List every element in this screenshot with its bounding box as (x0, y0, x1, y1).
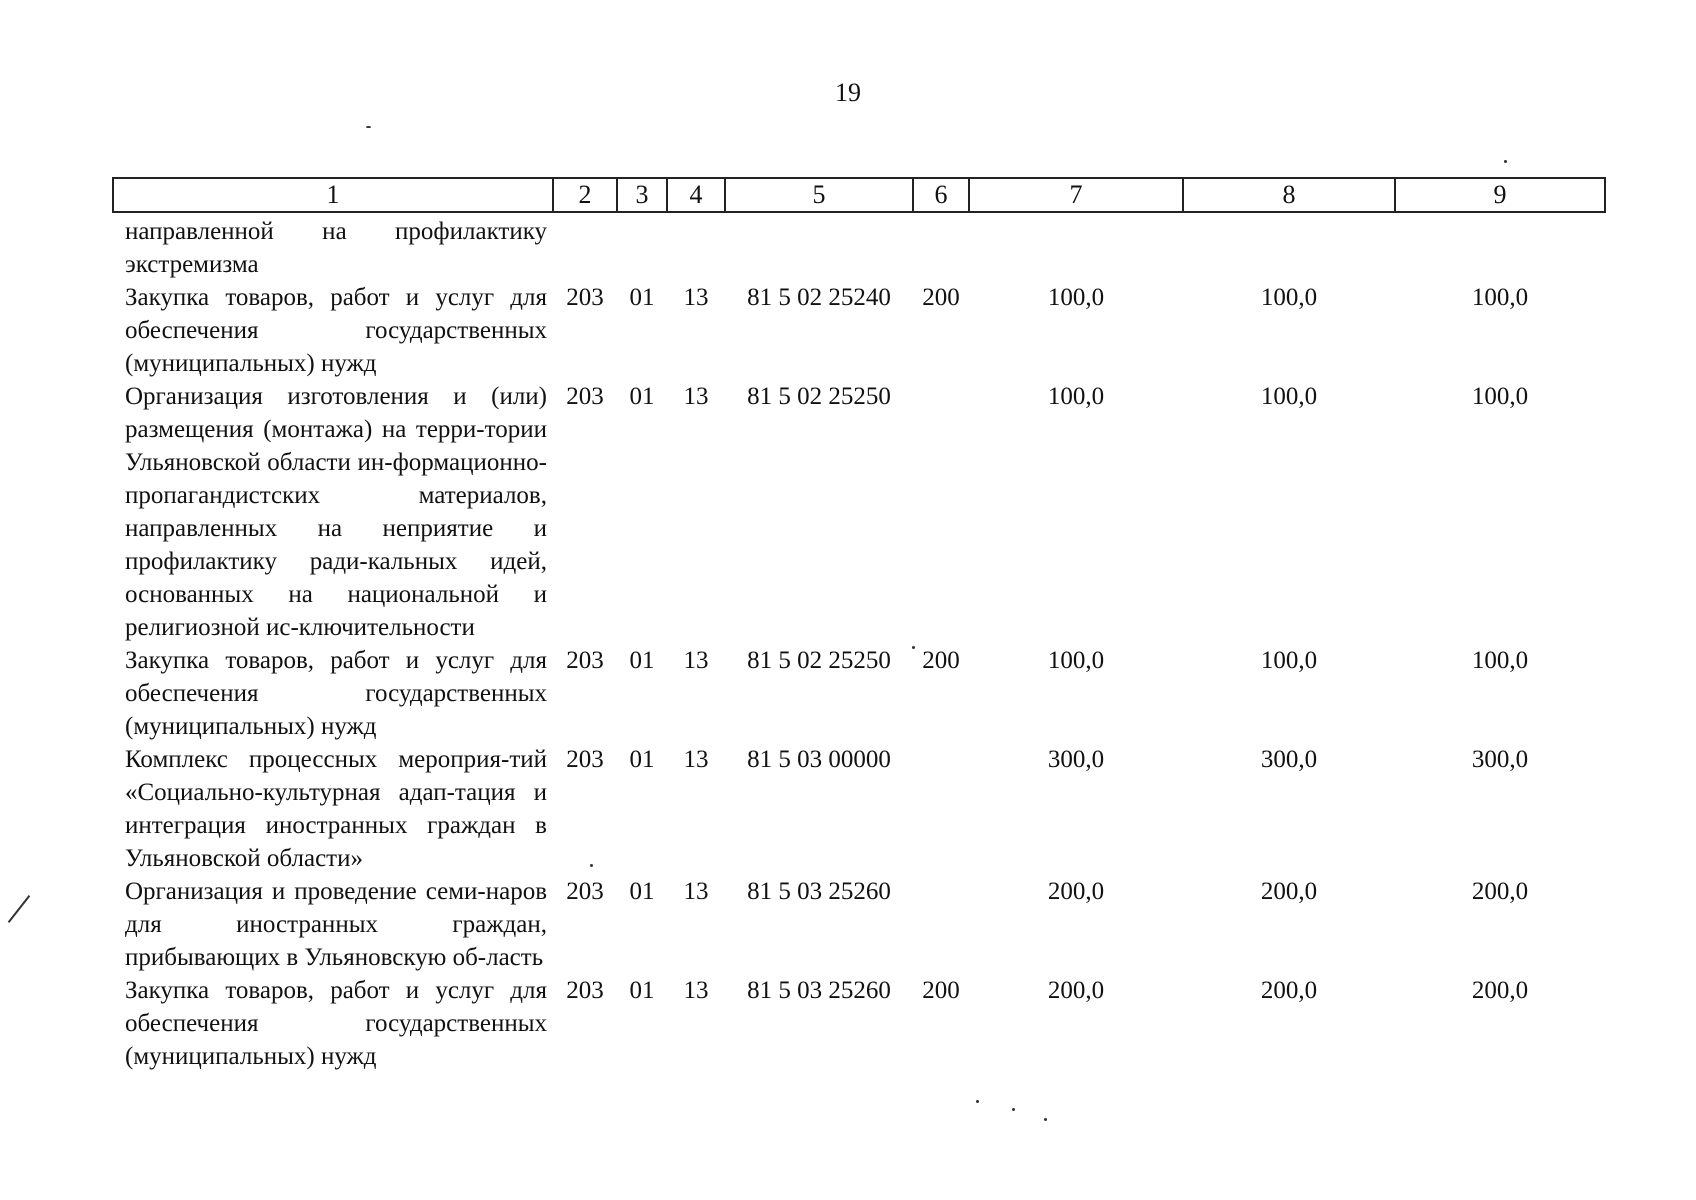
cell-col5: 81 5 02 25240 (747, 284, 891, 311)
cell-col5: 81 5 03 25260 (747, 878, 891, 905)
scan-speck (1504, 160, 1507, 163)
cell-col9: 200,0 (1471, 878, 1529, 905)
cell-col8: 300,0 (1260, 746, 1318, 773)
cell-col6 (913, 380, 969, 644)
scan-speck (1012, 1108, 1015, 1111)
cell-col7: 100,0 (1047, 284, 1105, 311)
budget-table (112, 177, 1606, 1073)
cell-col9 (1395, 212, 1605, 281)
cell-col3: 01 (629, 284, 655, 311)
table-row (113, 875, 1605, 974)
cell-col7 (969, 212, 1183, 281)
cell-col6 (913, 875, 969, 974)
cell-col8: 100,0 (1260, 647, 1318, 674)
cell-col2 (553, 212, 617, 281)
cell-col2: 203 (566, 284, 604, 311)
scan-speck (1044, 1118, 1047, 1121)
cell-col9: 200,0 (1471, 977, 1529, 1004)
row-name: Комплекс процессных мероприя-тий «Социально-культурная адап-тация и интеграция иностранных граждан в Ульяновской области» (125, 746, 547, 872)
table-row (113, 380, 1605, 644)
column-header-8: 8 (1183, 178, 1395, 212)
cell-col2: 203 (566, 746, 604, 773)
column-header-7: 7 (969, 178, 1183, 212)
table-row (113, 743, 1605, 875)
cell-col5: 81 5 02 25250 (747, 383, 891, 410)
cell-col8: 100,0 (1260, 284, 1318, 311)
cell-col8: 200,0 (1260, 878, 1318, 905)
cell-col5 (725, 212, 913, 281)
cell-col3: 01 (629, 977, 655, 1004)
column-header-1: 1 (113, 178, 553, 212)
cell-col7: 300,0 (1047, 746, 1105, 773)
cell-col4: 13 (683, 284, 709, 311)
column-header-4: 4 (667, 178, 725, 212)
cell-col4: 13 (683, 746, 709, 773)
cell-col5: 81 5 03 25260 (747, 977, 891, 1004)
table-row (113, 644, 1605, 743)
column-header-5: 5 (725, 178, 913, 212)
column-header-3: 3 (617, 178, 667, 212)
table-row (113, 974, 1605, 1073)
cell-col9: 100,0 (1471, 647, 1529, 674)
row-name: Закупка товаров, работ и услуг для обеспечения государственных (муниципальных) нужд (125, 284, 547, 377)
cell-col9: 300,0 (1471, 746, 1529, 773)
scan-speck (590, 864, 593, 867)
table-row (113, 212, 1605, 281)
cell-col9: 100,0 (1471, 383, 1529, 410)
cell-col5: 81 5 03 00000 (747, 746, 891, 773)
cell-col8: 100,0 (1260, 383, 1318, 410)
cell-col3: 01 (629, 647, 655, 674)
cell-col2: 203 (566, 647, 604, 674)
cell-col8 (1183, 212, 1395, 281)
cell-col3: 01 (629, 746, 655, 773)
cell-col9: 100,0 (1471, 284, 1529, 311)
cell-col7: 100,0 (1047, 383, 1105, 410)
scan-speck (366, 126, 371, 128)
cell-col7: 200,0 (1047, 878, 1105, 905)
cell-col3: 01 (629, 878, 655, 905)
cell-col4: 13 (683, 878, 709, 905)
cell-col2: 203 (566, 383, 604, 410)
row-name: направленной на профилактику экстремизма (125, 218, 547, 278)
cell-col6: 200 (922, 647, 960, 674)
row-name: Закупка товаров, работ и услуг для обеспечения государственных (муниципальных) нужд (125, 647, 547, 740)
cell-col6: 200 (922, 977, 960, 1004)
table-row (113, 281, 1605, 380)
column-header-2: 2 (553, 178, 617, 212)
cell-col7: 200,0 (1047, 977, 1105, 1004)
scan-speck (912, 646, 915, 649)
column-header-6: 6 (913, 178, 969, 212)
cell-col6 (913, 743, 969, 875)
column-header-9: 9 (1395, 178, 1605, 212)
cell-col4 (667, 212, 725, 281)
cell-col4: 13 (683, 383, 709, 410)
cell-col6: 200 (922, 284, 960, 311)
cell-col8: 200,0 (1260, 977, 1318, 1004)
cell-col2: 203 (566, 878, 604, 905)
header-row (113, 178, 1605, 212)
cell-col3: 01 (629, 383, 655, 410)
row-name: Организация изготовления и (или) размещения (монтажа) на терри-тории Ульяновской области ин-формационно-пропагандистских материалов, направленных на неприятие и профилактику ради-кальных идей, основанных на национальной и религиозной ис-ключительности (125, 383, 547, 641)
row-name: Закупка товаров, работ и услуг для обеспечения государственных (муниципальных) нужд (125, 977, 547, 1070)
cell-col2: 203 (566, 977, 604, 1004)
cell-col4: 13 (683, 977, 709, 1004)
cell-col7: 100,0 (1047, 647, 1105, 674)
page-number: 19 (835, 78, 861, 107)
cell-col5: 81 5 02 25250 (747, 647, 891, 674)
scan-mark (8, 895, 31, 923)
cell-col6 (913, 212, 969, 281)
scan-speck (976, 1100, 979, 1103)
cell-col3 (617, 212, 667, 281)
row-name: Организация и проведение семи-наров для иностранных граждан, прибывающих в Ульяновскую об-ласть (125, 878, 547, 971)
cell-col4: 13 (683, 647, 709, 674)
